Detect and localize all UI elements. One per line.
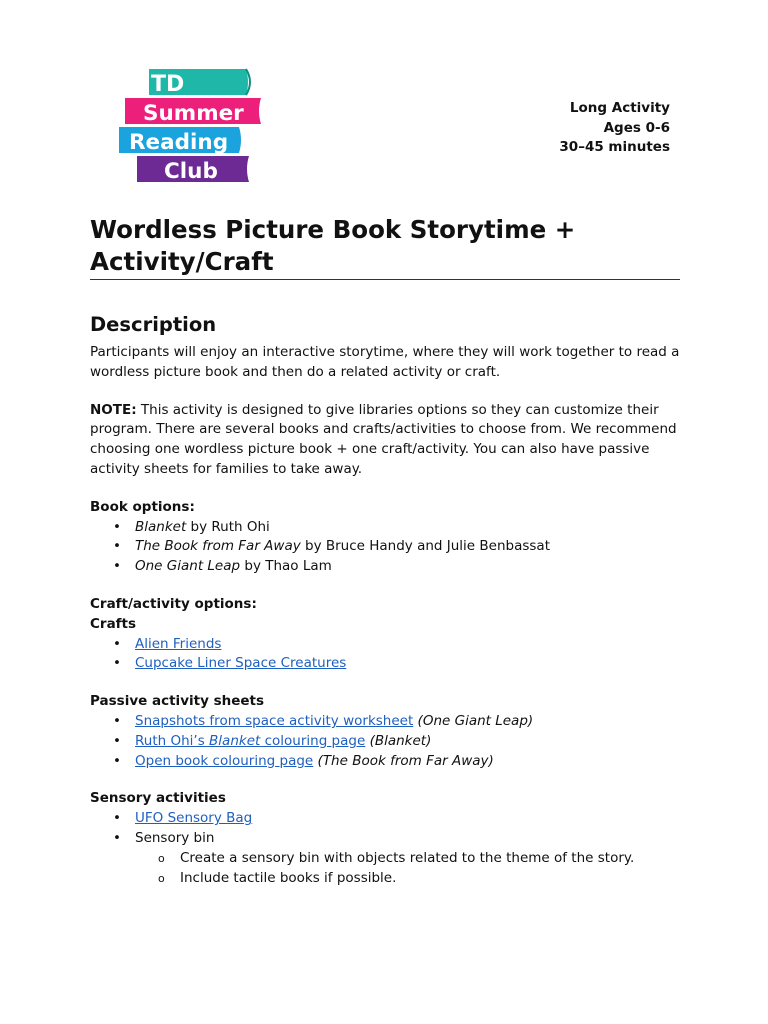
open-book-colouring-page-link[interactable]: Open book colouring page bbox=[135, 752, 314, 769]
sensory-activities-heading: Sensory activities bbox=[90, 790, 226, 807]
book-title: One Giant Leap bbox=[135, 558, 241, 575]
list-item bbox=[135, 829, 690, 888]
list-item bbox=[135, 752, 690, 772]
book-title: Blanket bbox=[135, 518, 187, 535]
ufo-sensory-bag-link[interactable]: UFO Sensory Bag bbox=[135, 810, 253, 827]
link-text: colouring page bbox=[260, 732, 366, 749]
sensory-bin-sublist bbox=[135, 849, 690, 889]
passive-sheets-list bbox=[90, 712, 690, 771]
td-summer-reading-club-logo bbox=[115, 66, 265, 192]
list-item bbox=[135, 635, 690, 655]
book-author: by Ruth Ohi bbox=[186, 518, 270, 535]
list-item bbox=[135, 809, 690, 829]
link-note: (Blanket) bbox=[365, 732, 432, 749]
logo-text-club: Club bbox=[164, 159, 218, 184]
sub-list-item: o Include tactile books if possible. bbox=[180, 869, 690, 889]
list-item bbox=[135, 654, 690, 674]
craft-options-heading: Craft/activity options: bbox=[90, 595, 257, 612]
duration: 30–45 minutes bbox=[559, 139, 670, 155]
crafts-list bbox=[90, 635, 690, 675]
logo-text-td: TD bbox=[151, 72, 185, 97]
list-item bbox=[135, 712, 690, 732]
crafts-subheading: Crafts bbox=[90, 615, 137, 632]
activity-length: Long Activity bbox=[569, 100, 670, 116]
list-item bbox=[135, 557, 690, 577]
passive-sheets-heading: Passive activity sheets bbox=[90, 693, 265, 710]
link-text: Ruth Ohi’s bbox=[135, 732, 210, 749]
list-item bbox=[135, 518, 690, 538]
sensory-bin-label: Sensory bin bbox=[135, 829, 215, 846]
description-heading: Description bbox=[90, 313, 217, 336]
logo-text-summer: Summer bbox=[143, 101, 244, 126]
book-options-list bbox=[90, 518, 690, 577]
description-intro: Participants will enjoy an interactive storytime, where they will work together to read a wordless picture book and then do a related activity or craft. bbox=[90, 344, 680, 380]
link-note: (The Book from Far Away) bbox=[313, 752, 494, 769]
age-range: Ages 0-6 bbox=[603, 119, 670, 136]
sub-list-item: o Create a sensory bin with objects related to the theme of the story. bbox=[180, 849, 690, 869]
snapshots-worksheet-link[interactable]: Snapshots from space activity worksheet bbox=[135, 712, 414, 729]
title-divider bbox=[90, 279, 680, 280]
alien-friends-link[interactable]: Alien Friends bbox=[135, 635, 222, 652]
book-options-heading: Book options: bbox=[90, 498, 195, 515]
page-title: Wordless Picture Book Storytime + Activity/Craft bbox=[90, 215, 576, 276]
note-label: NOTE: bbox=[90, 401, 137, 418]
list-item bbox=[135, 537, 690, 557]
activity-meta bbox=[559, 99, 670, 158]
book-author: by Bruce Handy and Julie Benbassat bbox=[300, 538, 551, 555]
document-body bbox=[90, 311, 690, 888]
cupcake-liner-space-creatures-link[interactable]: Cupcake Liner Space Creatures bbox=[135, 655, 347, 672]
link-text-italic: Blanket bbox=[209, 732, 261, 749]
list-item bbox=[135, 732, 690, 752]
book-author: by Thao Lam bbox=[240, 558, 332, 575]
link-note: (One Giant Leap) bbox=[413, 712, 534, 729]
note-paragraph bbox=[90, 401, 690, 480]
sensory-list bbox=[90, 809, 690, 888]
blanket-colouring-page-link[interactable] bbox=[135, 733, 365, 749]
book-title: The Book from Far Away bbox=[135, 538, 301, 555]
logo-text-reading: Reading bbox=[129, 130, 229, 155]
note-text: This activity is designed to give libraries options so they can customize their program. There are several books and crafts/activities to choose from. We recommend choosing one wordless picture book + one craft/activity. You can also have passive activity sheets for families to take away. bbox=[90, 401, 677, 477]
